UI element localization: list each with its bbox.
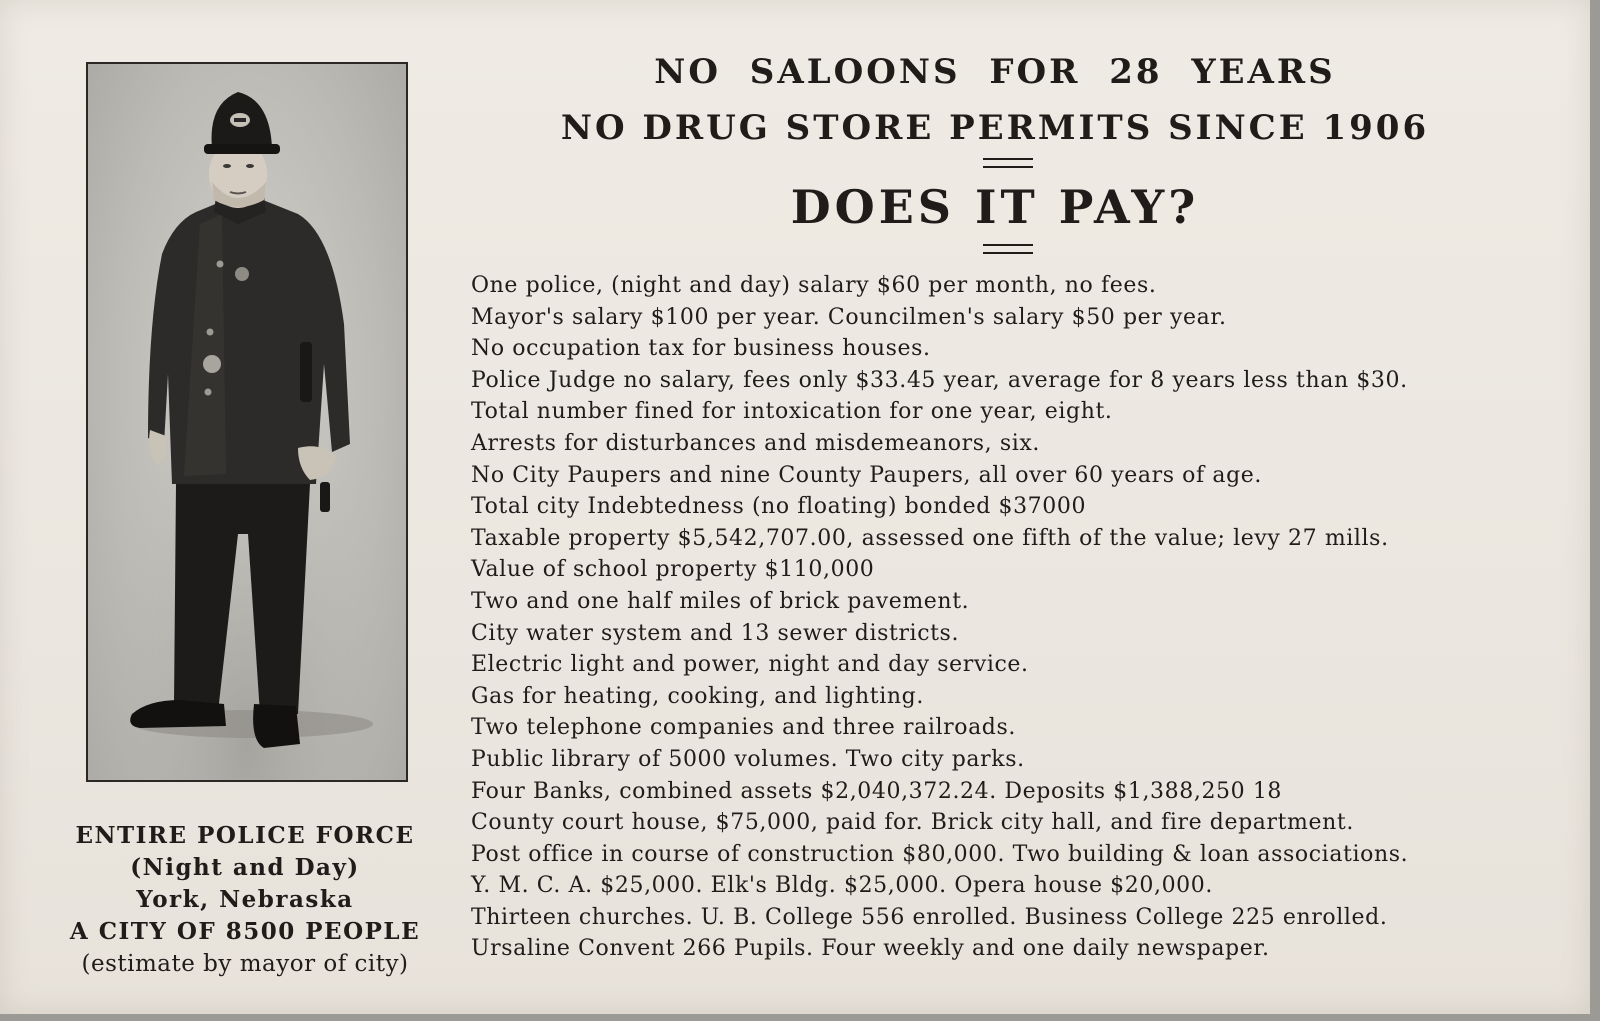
double-rule-divider: [983, 158, 1033, 168]
fact-line: Ursaline Convent 266 Pupils. Four weekly and one daily newspaper.: [471, 936, 1270, 962]
double-rule-divider: [983, 244, 1033, 254]
photo-caption: [40, 820, 450, 980]
fact-line: Post office in course of construction $80,000. Two building & loan associations.: [471, 841, 1409, 867]
fact-line: Gas for heating, cooking, and lighting.: [471, 683, 924, 709]
caption-note: (estimate by mayor of city): [81, 951, 409, 977]
caption-title: ENTIRE POLICE FORCE: [75, 822, 415, 849]
fact-line: Four Banks, combined assets $2,040,372.24. Deposits $1,388,250 18: [471, 778, 1283, 804]
fact-line: No City Paupers and nine County Paupers, all over 60 years of age.: [471, 462, 1262, 488]
fact-line: One police, (night and day) salary $60 per month, no fees.: [471, 273, 1157, 298]
caption-location: York, Nebraska: [136, 886, 354, 913]
fact-line: Total number fined for intoxication for one year, eight.: [471, 399, 1113, 425]
fact-line: Value of school property $110,000: [471, 557, 875, 583]
fact-line: Two and one half miles of brick pavement.: [471, 588, 970, 614]
fact-line: Mayor's salary $100 per year. Councilmen's salary $50 per year.: [471, 304, 1227, 330]
fact-line: Public library of 5000 volumes. Two city parks.: [471, 746, 1025, 772]
police-officer-figure: [88, 64, 406, 780]
fact-line: Police Judge no salary, fees only $33.45 year, average for 8 years less than $30.: [471, 367, 1408, 393]
fact-line: Two telephone companies and three railroads.: [471, 715, 1016, 741]
fact-line: Thirteen churches. U. B. College 556 enrolled. Business College 225 enrolled.: [471, 904, 1388, 930]
fact-line: No occupation tax for business houses.: [471, 336, 931, 362]
fact-line: Arrests for disturbances and misdemeanors, six.: [471, 430, 1040, 456]
fact-line: City water system and 13 sewer districts.: [471, 620, 960, 646]
headline-question: DOES IT PAY?: [790, 180, 1200, 234]
headline-saloons: NO SALOONS FOR 28 YEARS: [654, 52, 1336, 92]
fact-line: Taxable property $5,542,707.00, assessed one fifth of the value; levy 27 mills.: [471, 525, 1389, 551]
headline-drug-store: NO DRUG STORE PERMITS SINCE 1906: [560, 108, 1430, 148]
fact-line: Electric light and power, night and day service.: [471, 652, 1029, 678]
fact-line: Y. M. C. A. $25,000. Elk's Bldg. $25,000. Opera house $20,000.: [471, 873, 1213, 899]
caption-population: A CITY OF 8500 PEOPLE: [69, 918, 421, 945]
fact-line: Total city Indebtedness (no floating) bonded $37000: [471, 494, 1087, 520]
facts-list: [471, 270, 1571, 965]
caption-subtitle: (Night and Day): [130, 854, 360, 881]
police-officer-photo: [86, 62, 408, 782]
fact-line: County court house, $75,000, paid for. Brick city hall, and fire department.: [471, 810, 1354, 836]
